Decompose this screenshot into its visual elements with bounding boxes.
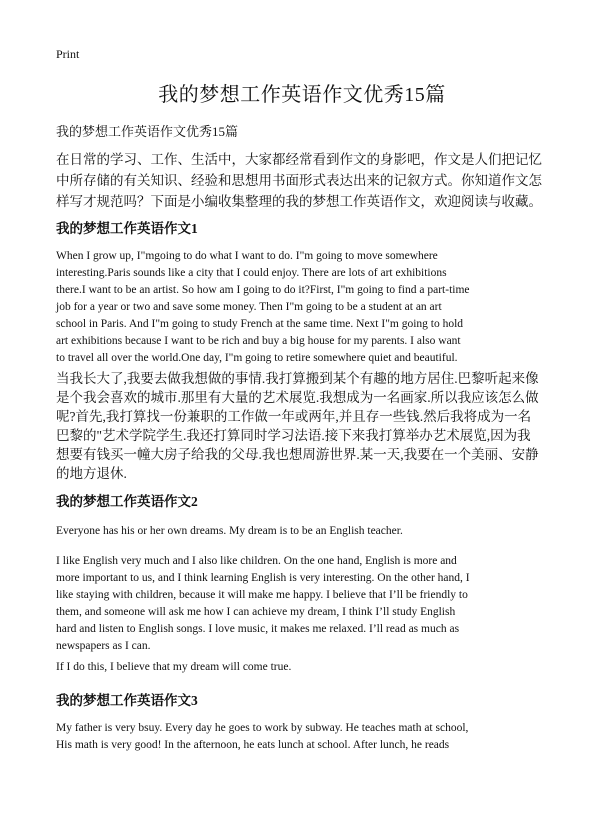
text-line: 想要有钱买一幢大房子给我的父母.我也想周游世界.某一天,我要在一个美丽、安静 (56, 447, 539, 462)
text-line: more important to us, and I think learning English is very interesting. On the other hand, I (56, 572, 470, 584)
text-line: art exhibitions because I want to be rich and buy a big house for my parents. I also want (56, 335, 461, 347)
text-line: 的地方退休. (56, 466, 127, 481)
text-line: I like English very much and I also like children. On the one hand, English is more and (56, 555, 457, 567)
text-line: 当我长大了,我要去做我想做的事情.我打算搬到某个有趣的地方居住.巴黎听起来像 (56, 371, 539, 386)
text-line: 是个我会喜欢的城市.那里有大量的艺术展览.我想成为一名画家.所以我应该怎么做 (56, 390, 539, 405)
text-line: there.I want to be an artist. So how am I going to do it?First, I"m going to find a part-time (56, 284, 470, 296)
text-line: 样写才规范吗？下面是小编收集整理的我的梦想工作英语作文，欢迎阅读与收藏。 (56, 194, 542, 209)
text-line: school in Paris. And I"m going to study French at the same time. Next I"m going to hold (56, 318, 464, 330)
text-line: to travel all over the world.One day, I"m going to retire somewhere quiet and beautiful. (56, 352, 458, 364)
text-line: 呢?首先,我打算找一份兼职的工作做一年或两年,并且存一些钱.然后我将成为一名 (56, 409, 532, 424)
text-line: His math is very good! In the afternoon, he eats lunch at school. After lunch, he reads (56, 739, 450, 751)
document-subtitle: 我的梦想工作英语作文优秀15篇 (56, 124, 239, 139)
section-3-english-paragraph (56, 720, 548, 754)
section-1-chinese-paragraph (56, 369, 548, 483)
section-heading-1: 我的梦想工作英语作文1 (56, 221, 198, 236)
text-line: If I do this, I believe that my dream will come true. (56, 661, 292, 673)
text-line: hard and listen to English songs. I love music, it makes me relaxed. I’ll read as much as (56, 623, 460, 635)
text-line: When I grow up, I"mgoing to do what I want to do. I"m going to move somewhere (56, 250, 438, 262)
section-1-english-paragraph (56, 248, 548, 367)
section-heading-2: 我的梦想工作英语作文2 (56, 494, 198, 509)
text-line: My father is very bsuy. Every day he goes to work by subway. He teaches math at school, (56, 722, 469, 734)
text-line: like staying with children, because it will make me happy. I believe that I’ll be friendly to (56, 589, 468, 601)
text-line: interesting.Paris sounds like a city that I could enjoy. There are lots of art exhibitions (56, 267, 447, 279)
section-2-paragraph-1 (56, 523, 548, 540)
text-line: Everyone has his or her own dreams. My dream is to be an English teacher. (56, 525, 403, 537)
text-line: 中所存储的有关知识、经验和思想用书面形式表达出来的记叙方式。你知道作文怎 (56, 173, 542, 188)
section-2-paragraph-3 (56, 659, 548, 676)
text-line: 在日常的学习、工作、生活中，大家都经常看到作文的身影吧，作文是人们把记忆 (56, 152, 542, 167)
intro-paragraph (56, 149, 548, 212)
print-label: Print (56, 47, 80, 61)
text-line: job for a year or two and save some money. Then I"m going to be a student at an art (56, 301, 442, 313)
section-heading-3: 我的梦想工作英语作文3 (56, 693, 198, 708)
section-2-paragraph-2 (56, 553, 548, 655)
document-title: 我的梦想工作英语作文优秀15篇 (158, 84, 446, 106)
text-line: newspapers as I can. (56, 640, 151, 652)
text-line: them, and someone will ask me how I can achieve my dream, I think I’ll study English (56, 606, 456, 618)
text-line: 巴黎的"艺术学院学生.我还打算同时学习法语.接下来我打算举办艺术展览,因为我 (56, 428, 531, 443)
